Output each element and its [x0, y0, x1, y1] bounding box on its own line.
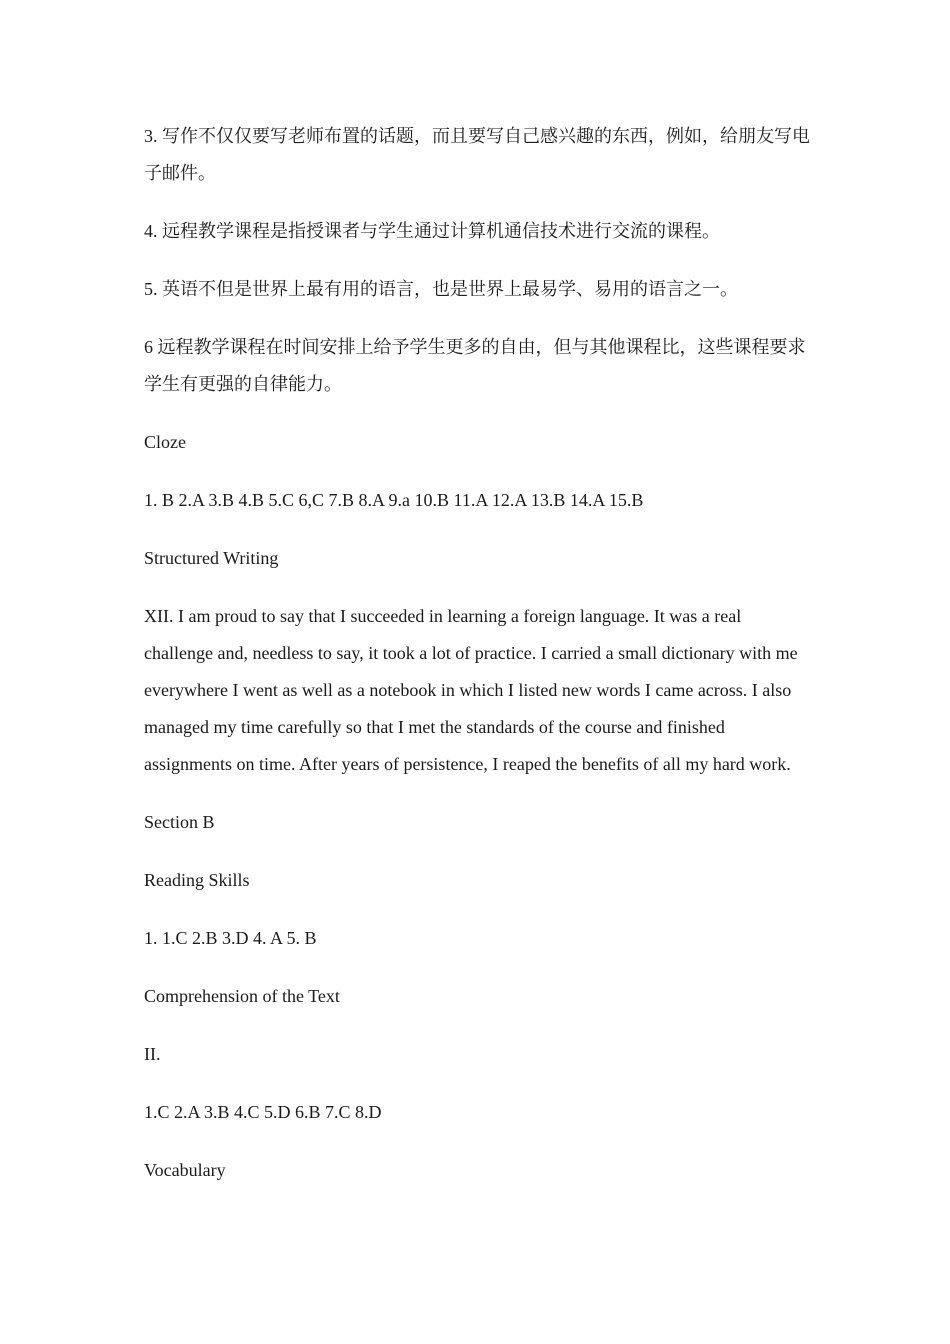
translation-item-4: 4. 远程教学课程是指授课者与学生通过计算机通信技术进行交流的课程。	[144, 221, 720, 241]
heading-reading-skills: Reading Skills	[144, 870, 250, 890]
heading-vocabulary: Vocabulary	[144, 1160, 226, 1180]
heading-section-b: Section B	[144, 812, 215, 832]
document-page	[144, 118, 814, 1210]
translation-item-6: 6 远程教学课程在时间安排上给予学生更多的自由，但与其他课程比，这些课程要求学生有更强的自律能力。	[144, 337, 806, 394]
heading-structured-writing: Structured Writing	[144, 548, 279, 568]
comprehension-answers: 1.C 2.A 3.B 4.C 5.D 6.B 7.C 8.D	[144, 1102, 382, 1122]
translation-item-3: 3. 写作不仅仅要写老师布置的话题，而且要写自己感兴趣的东西，例如，给朋友写电子邮件。	[144, 126, 810, 183]
heading-cloze: Cloze	[144, 432, 186, 452]
cloze-answers: 1. B 2.A 3.B 4.B 5.C 6,C 7.B 8.A 9.a 10.B 11.A 12.A 13.B 14.A 15.B	[144, 490, 644, 510]
structured-writing-text: XII. I am proud to say that I succeeded in learning a foreign language. It was a real challenge and, needless to say, it took a lot of practice. I carried a small dictionary with me everywhere I went as well as a notebook in which I listed new words I came across. I also managed my time carefully so that I met the standards of the course and finished assignments on time. After years of persistence, I reaped the benefits of all my hard work.	[144, 606, 798, 774]
comprehension-part-label: II.	[144, 1044, 161, 1064]
heading-comprehension: Comprehension of the Text	[144, 986, 340, 1006]
reading-skills-answers: 1. 1.C 2.B 3.D 4. A 5. B	[144, 928, 317, 948]
translation-item-5: 5. 英语不但是世界上最有用的语言，也是世界上最易学、易用的语言之一。	[144, 279, 738, 299]
